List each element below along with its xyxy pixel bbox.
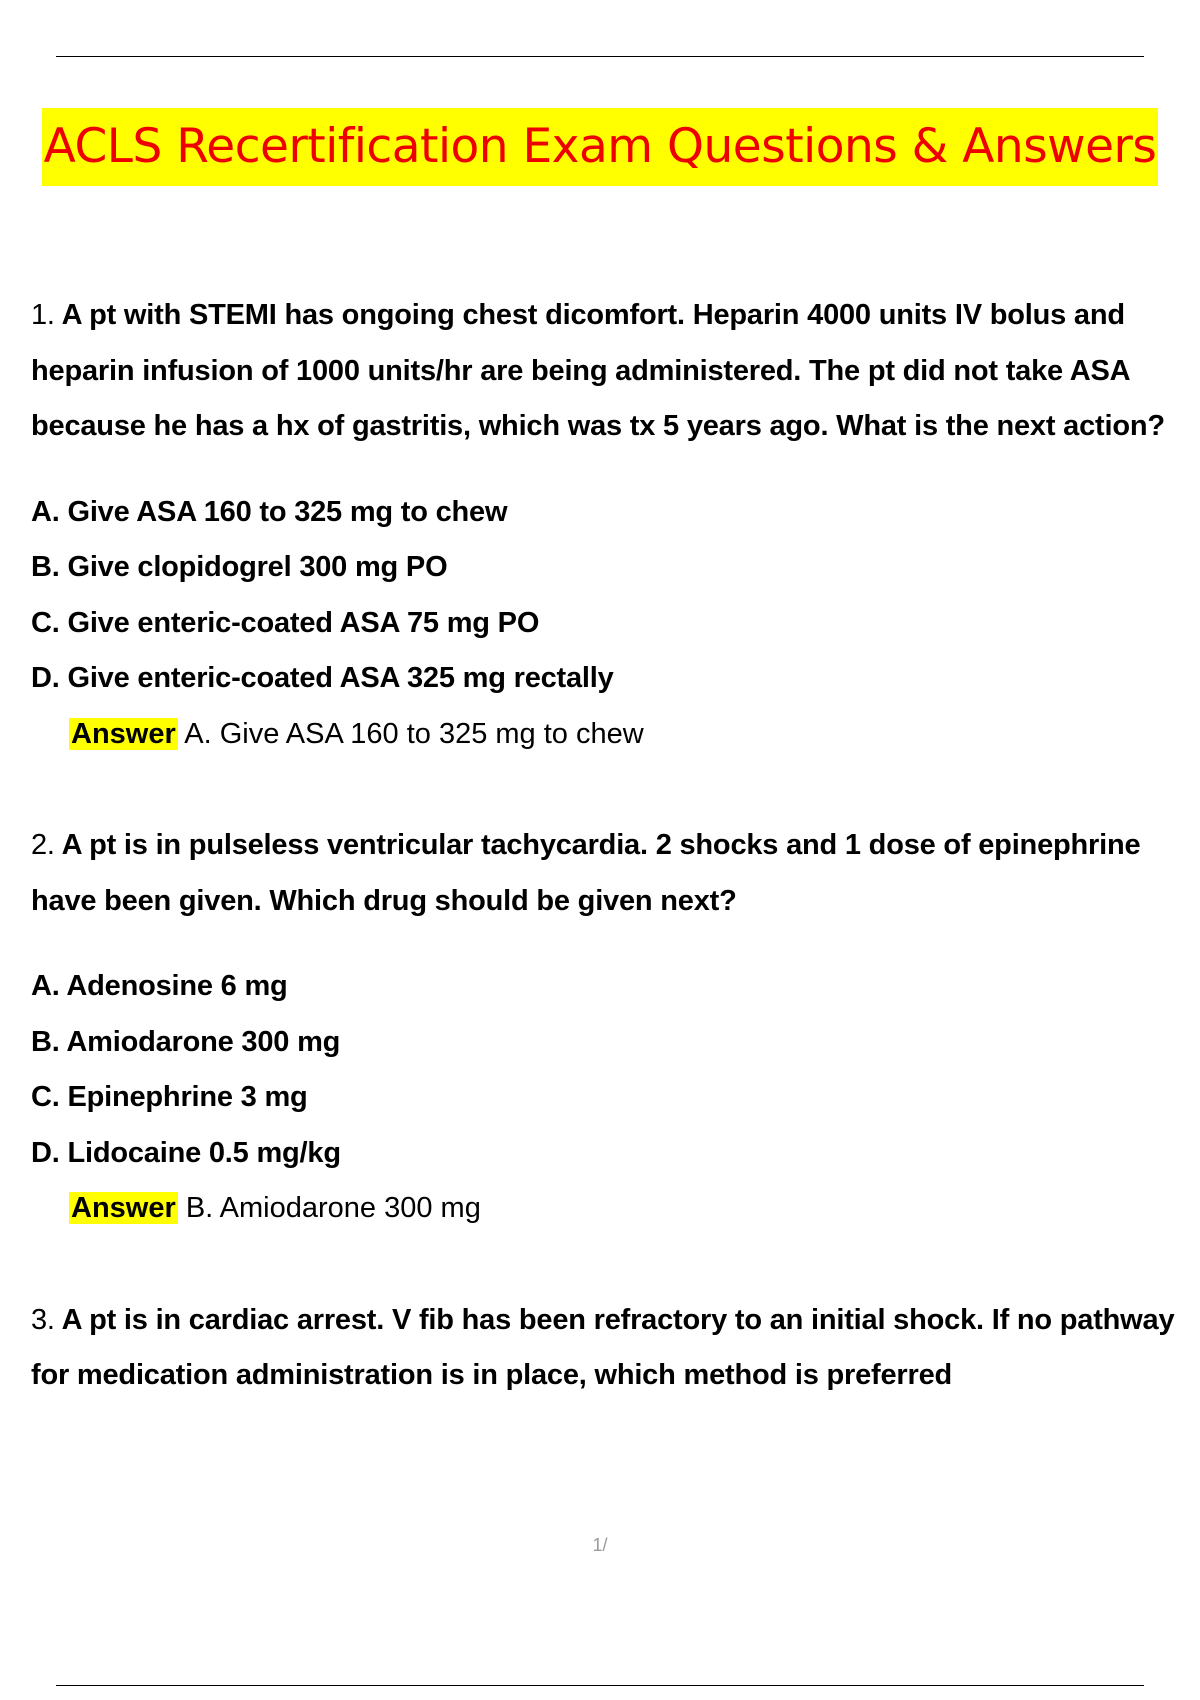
option-b: B. Amiodarone 300 mg [31,1025,341,1058]
option-d: D. Give enteric-coated ASA 325 mg rectally [31,662,614,694]
document-title: ACLS Recertification Exam Questions & Answers [42,108,1159,186]
question-text [31,1293,1191,1404]
question-number: 1. [31,299,55,331]
answer-options [31,959,1191,1181]
question-text [31,818,1191,929]
answer-options [31,485,1191,707]
question-stem: A pt is in cardiac arrest. V fib has been refractory to an initial shock. If no pathway for medication administration is in place, which method is preferred [31,1303,1175,1391]
answer-label: Answer [71,717,176,750]
answer-text: A. Give ASA 160 to 325 mg to chew [184,717,644,750]
option-c: C. Give enteric-coated ASA 75 mg PO [31,606,540,639]
option-b: B. Give clopidogrel 300 mg PO [31,551,448,583]
spacer [31,762,1191,818]
answer-text: B. Amiodarone 300 mg [185,1192,481,1224]
spacer [31,1237,1191,1293]
option-a: A. Give ASA 160 to 325 mg to chew [31,495,508,528]
page-number: 1/ [592,1535,608,1555]
question-number: 2. [31,829,55,861]
footer-rule [56,1685,1144,1686]
question-3 [31,1293,1191,1404]
question-stem: A pt is in pulseless ventricular tachycardia. 2 shocks and 1 dose of epinephrine have been given. Which drug should be given next? [31,829,1141,917]
answer-line [69,1181,1191,1237]
option-d: D. Lidocaine 0.5 mg/kg [31,1136,341,1169]
question-1 [31,288,1191,762]
question-list [31,288,1191,1404]
answer-line [69,707,1191,763]
header-rule [56,56,1144,57]
option-c: C. Epinephrine 3 mg [31,1081,308,1113]
question-stem: A pt with STEMI has ongoing chest dicomfort. Heparin 4000 units IV bolus and heparin infusion of 1000 units/hr are being administered. The pt did not take ASA because he has a hx of gastritis, which was tx 5 years ago. What is the next action? [31,299,1165,442]
question-number: 3. [31,1303,55,1336]
answer-label: Answer [71,1192,176,1224]
title-block [0,108,1200,186]
question-text [31,288,1191,455]
question-2 [31,818,1191,1237]
option-a: A. Adenosine 6 mg [31,970,288,1002]
